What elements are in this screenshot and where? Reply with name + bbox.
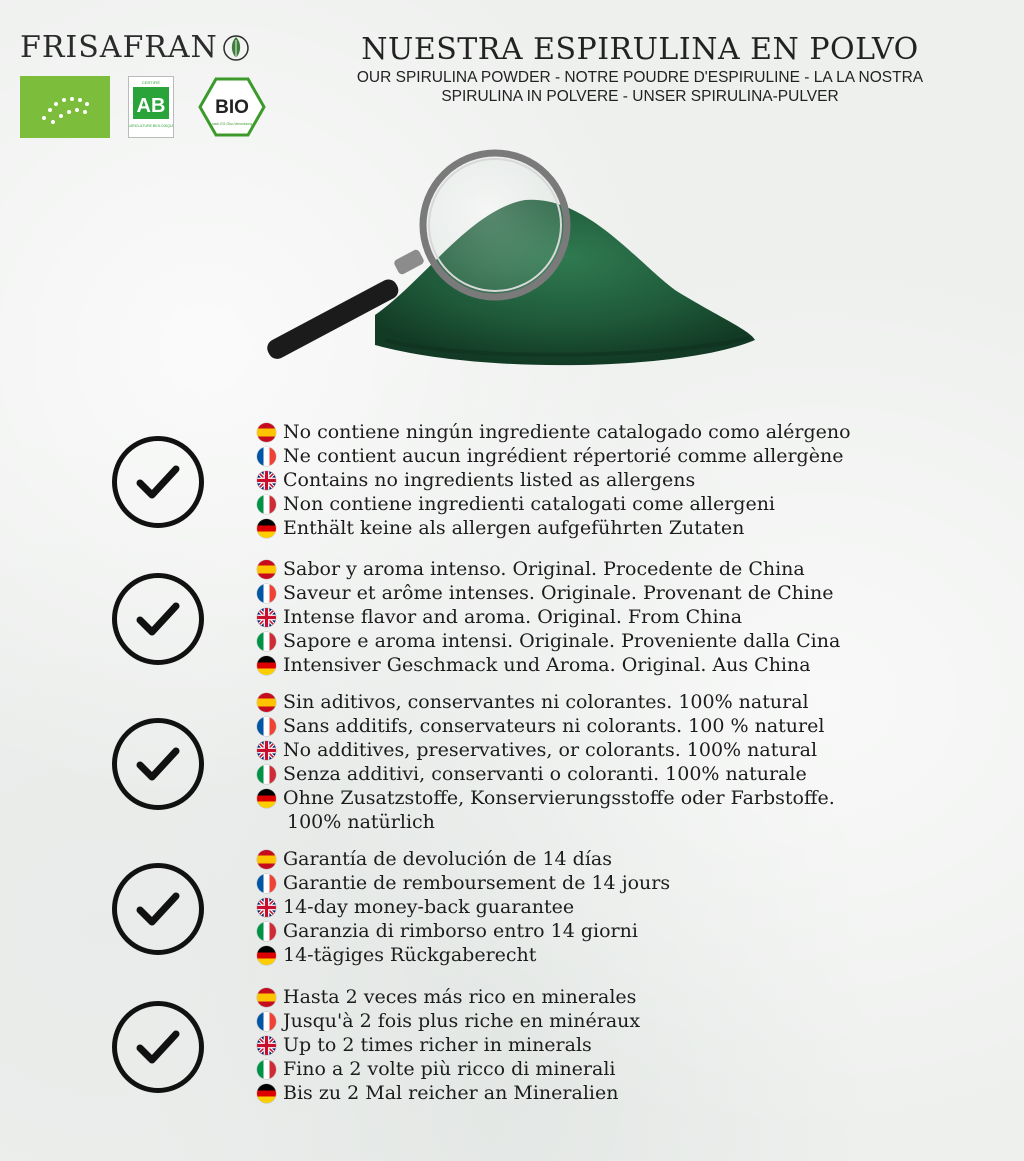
ab-organic-icon (128, 76, 174, 138)
checkmark-icon (112, 1001, 204, 1093)
feature-text: 100% natürlich (287, 811, 435, 833)
checkmark-icon (112, 718, 204, 810)
flag-it-icon (257, 632, 276, 651)
svg-text:nach EG-Öko-Verordnung: nach EG-Öko-Verordnung (211, 122, 253, 126)
feature-line (257, 1009, 640, 1033)
flag-it-icon (257, 1060, 276, 1079)
svg-text:BIO: BIO (215, 97, 249, 118)
feature-line (257, 871, 670, 895)
flag-de-icon (257, 789, 276, 808)
flag-gb-icon (257, 898, 276, 917)
flag-fr-icon (257, 717, 276, 736)
flag-gb-icon (257, 471, 276, 490)
page-title: NUESTRA ESPIRULINA EN POLVO (361, 32, 919, 67)
feature-line (257, 786, 835, 810)
feature-line (257, 492, 851, 516)
feature-line (257, 653, 840, 677)
flag-it-icon (257, 495, 276, 514)
feature-text: Sans additifs, conservateurs ni colorants. 100 % naturel (283, 715, 825, 737)
feature-lines (257, 557, 840, 677)
feature-text: Bis zu 2 Mal reicher an Mineralien (283, 1082, 619, 1104)
flag-de-icon (257, 946, 276, 965)
leaf-icon (222, 31, 250, 65)
feature-line (257, 444, 851, 468)
feature-text: 14-day money-back guarantee (283, 896, 575, 918)
feature-line (257, 738, 835, 762)
feature-line (257, 1081, 640, 1105)
feature-text: No contiene ningún ingrediente catalogado como alérgeno (283, 421, 851, 443)
checkmark-icon (112, 863, 204, 955)
brand-logo (20, 30, 250, 65)
feature-text: Garantía de devolución de 14 días (283, 848, 612, 870)
flag-fr-icon (257, 874, 276, 893)
flag-it-icon (257, 922, 276, 941)
flag-fr-icon (257, 584, 276, 603)
bio-seal-icon (198, 77, 266, 137)
flag-gb-icon (257, 1036, 276, 1055)
feature-line (257, 581, 840, 605)
feature-lines (257, 847, 670, 967)
feature-text: Intensiver Geschmack und Aroma. Original. Aus China (283, 654, 811, 676)
feature-line (257, 605, 840, 629)
flag-es-icon (257, 423, 276, 442)
feature-line (257, 690, 835, 714)
feature-text: Sapore e aroma intensi. Originale. Proveniente dalla Cina (283, 630, 841, 652)
spirulina-powder-image (255, 140, 765, 390)
feature-text: Garantie de remboursement de 14 jours (283, 872, 671, 894)
feature-text: Non contiene ingredienti catalogati come allergeni (283, 493, 776, 515)
brand-name: FRISAFRAN (20, 30, 218, 65)
flag-fr-icon (257, 447, 276, 466)
feature-line (257, 468, 851, 492)
flag-gb-icon (257, 608, 276, 627)
feature-text: Garanzia di rimborso entro 14 giorni (283, 920, 638, 942)
feature-text: Saveur et arôme intenses. Originale. Provenant de Chine (283, 582, 834, 604)
feature-text: Sabor y aroma intenso. Original. Procedente de China (283, 558, 805, 580)
checkmark-icon (112, 436, 204, 528)
feature-text: Hasta 2 veces más rico en minerales (283, 986, 637, 1008)
feature-line (257, 943, 670, 967)
feature-text: Ohne Zusatzstoffe, Konservierungsstoffe oder Farbstoffe. (283, 787, 835, 809)
flag-it-icon (257, 765, 276, 784)
feature-line (257, 516, 851, 540)
feature-text: Contains no ingredients listed as allergens (283, 469, 696, 491)
feature-lines (257, 690, 835, 834)
feature-line (257, 762, 835, 786)
flag-gb-icon (257, 741, 276, 760)
svg-text:CERTIFIÉ: CERTIFIÉ (141, 80, 161, 85)
feature-line (257, 810, 835, 834)
flag-de-icon (257, 519, 276, 538)
feature-text: Jusqu'à 2 fois plus riche en minéraux (283, 1010, 641, 1032)
flag-de-icon (257, 1084, 276, 1103)
feature-line (257, 1057, 640, 1081)
flag-fr-icon (257, 1012, 276, 1031)
svg-text:AB: AB (136, 95, 166, 117)
feature-line (257, 420, 851, 444)
eu-organic-icon (20, 76, 110, 138)
feature-text: Fino a 2 volte più ricco di minerali (283, 1058, 616, 1080)
feature-text: No additives, preservatives, or colorants. 100% natural (283, 739, 818, 761)
feature-line (257, 1033, 640, 1057)
feature-text: Intense flavor and aroma. Original. From China (283, 606, 743, 628)
flag-de-icon (257, 656, 276, 675)
feature-text: 14-tägiges Rückgaberecht (283, 944, 537, 966)
feature-line (257, 629, 840, 653)
flag-es-icon (257, 850, 276, 869)
feature-lines (257, 420, 851, 540)
checkmark-icon (112, 573, 204, 665)
flag-es-icon (257, 560, 276, 579)
feature-text: Enthält keine als allergen aufgeführten Zutaten (283, 517, 745, 539)
svg-text:AGRICULTURE BIOLOGIQUE: AGRICULTURE BIOLOGIQUE (129, 124, 173, 128)
feature-text: Sin aditivos, conservantes ni colorantes. 100% natural (283, 691, 809, 713)
flag-es-icon (257, 693, 276, 712)
feature-line (257, 895, 670, 919)
page-subtitle: OUR SPIRULINA POWDER - NOTRE POUDRE D'ESPIRULINE - LA LA NOSTRA SPIRULINA IN POLVERE - UNSER SPIRULINA-PULVER (356, 69, 924, 105)
feature-line (257, 557, 840, 581)
feature-line (257, 919, 670, 943)
feature-line (257, 985, 640, 1009)
feature-text: Up to 2 times richer in minerals (283, 1034, 592, 1056)
certification-logos (20, 76, 266, 138)
feature-text: Senza additivi, conservanti o coloranti. 100% naturale (283, 763, 807, 785)
flag-es-icon (257, 988, 276, 1007)
feature-lines (257, 985, 640, 1105)
feature-text: Ne contient aucun ingrédient répertorié comme allergène (283, 445, 844, 467)
feature-line (257, 847, 670, 871)
feature-line (257, 714, 835, 738)
